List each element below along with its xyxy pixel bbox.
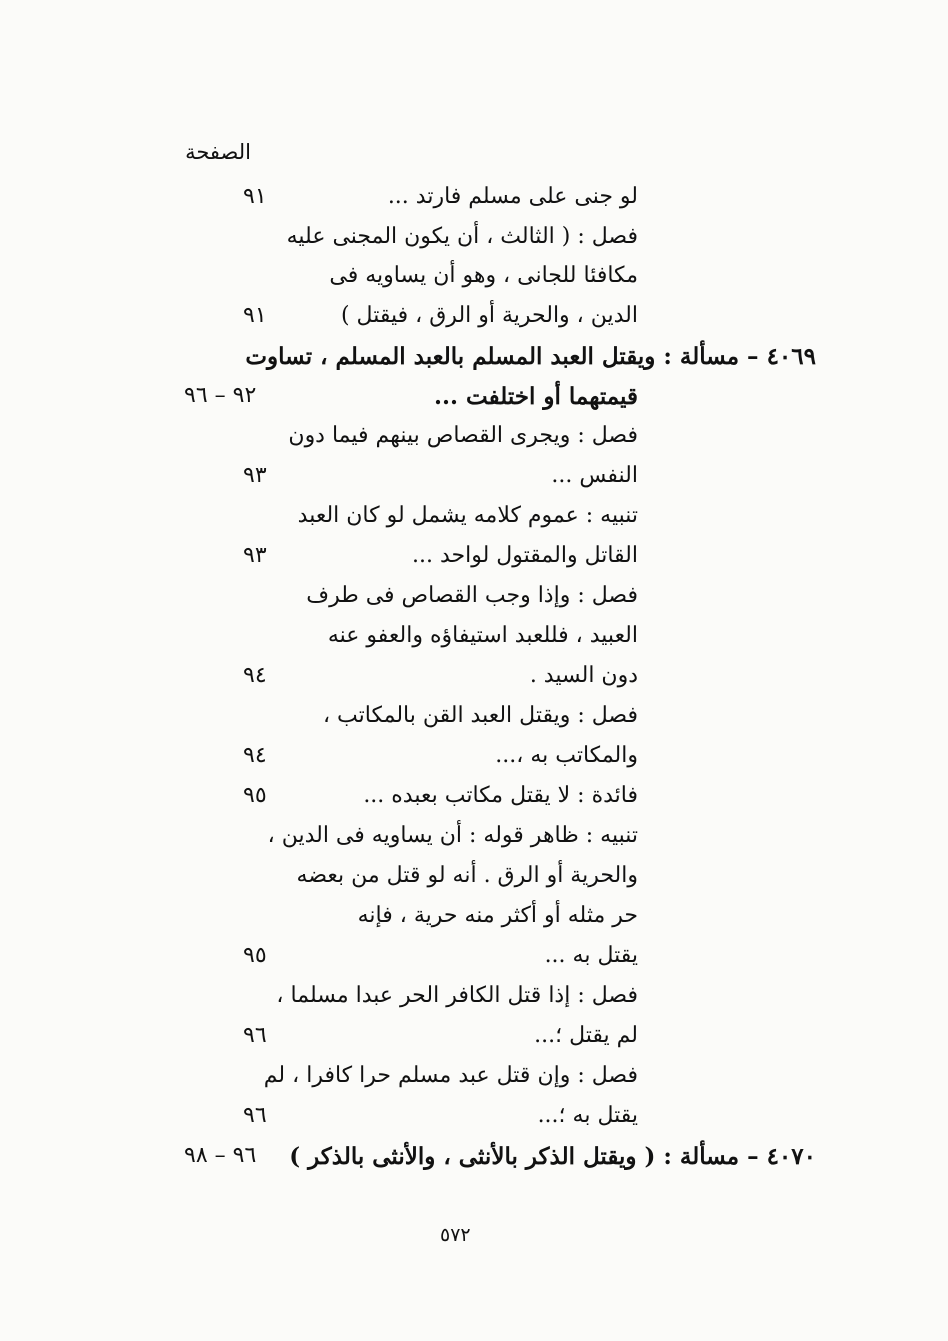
index-entry: [0, 659, 948, 699]
entry-text: العبيد ، فللعبد استيفاؤه والعفو عنه: [327, 623, 638, 648]
entry-text: والحرية أو الرق . أنه لو قتل من بعضه: [296, 863, 638, 888]
entry-text: حر مثله أو أكثر منه حرية ، فإنه: [357, 903, 638, 928]
entry-text: فصل : ويجرى القصاص بينهم فيما دون: [288, 423, 638, 448]
entry-page: ٩٣: [243, 543, 267, 568]
index-entry: [0, 539, 948, 579]
index-entry: [0, 899, 948, 939]
entry-page: ٩١: [243, 303, 267, 328]
index-entry: [0, 859, 948, 899]
entry-page: ٩٣: [243, 463, 267, 488]
entry-page: ٩٥: [243, 943, 267, 968]
entry-page: ٩٤: [243, 743, 267, 768]
index-entry: [0, 979, 948, 1019]
entry-page-range: ٩٦ – ٩٨: [184, 1143, 257, 1168]
entry-page: ٩١: [243, 184, 267, 209]
masala-entry: [0, 1139, 948, 1179]
entry-text: مكافئا للجانى ، وهو أن يساويه فى: [329, 263, 638, 288]
index-entry: [0, 779, 948, 819]
entry-text: والمكاتب به ،...: [495, 743, 638, 768]
index-entry: [0, 1019, 948, 1059]
index-entry: [0, 699, 948, 739]
index-entry: [0, 259, 948, 299]
masala-entry: [0, 379, 948, 419]
entry-text: فائدة : لا يقتل مكاتب بعبده ...: [363, 783, 638, 808]
index-entry: [0, 299, 948, 339]
entry-page: ٩٤: [243, 663, 267, 688]
index-entry: [0, 579, 948, 619]
entry-text: دون السيد .: [529, 663, 638, 688]
entry-text: لو جنى على مسلم فارتد ...: [387, 184, 638, 209]
index-entry: [0, 1099, 948, 1139]
index-entry: [0, 619, 948, 659]
entry-page: ٩٥: [243, 783, 267, 808]
page-number: ٥٧٢: [440, 1224, 471, 1246]
masala-heading: ٤٠٦٩ – مسألة : ويقتل العبد المسلم بالعبد المسلم ، تساوت: [245, 343, 816, 370]
entry-text: يقتل به ؛...: [537, 1103, 638, 1128]
masala-entry: [0, 339, 948, 379]
entry-text: الدين ، والحرية أو الرق ، فيقتل ): [340, 303, 638, 328]
entry-text: فصل : ويقتل العبد القن بالمكاتب ،: [322, 703, 638, 728]
index-entry: [0, 739, 948, 779]
index-entry: [0, 499, 948, 539]
entry-text: النفس ...: [551, 463, 638, 488]
masala-heading-continued: قيمتهما أو اختلفت ...: [433, 383, 638, 410]
entry-text: القاتل والمقتول لواحد ...: [412, 543, 638, 568]
index-entry: [0, 459, 948, 499]
entry-page-range: ٩٢ – ٩٦: [184, 383, 257, 408]
entry-text: تنبيه : ظاهر قوله : أن يساويه فى الدين ،: [267, 823, 638, 848]
index-entry: [0, 180, 948, 220]
entry-page: ٩٦: [243, 1103, 267, 1128]
entry-text: يقتل به ...: [544, 943, 638, 968]
entry-page: ٩٦: [243, 1023, 267, 1048]
index-entry: [0, 220, 948, 260]
entry-text: فصل : وإذا وجب القصاص فى طرف: [306, 583, 638, 608]
entry-text: فصل : وإن قتل عبد مسلم حرا كافرا ، لم: [263, 1063, 638, 1088]
page-column-header: الصفحة: [185, 140, 251, 164]
index-entry: [0, 1059, 948, 1099]
entry-text: فصل : إذا قتل الكافر الحر عبدا مسلما ،: [276, 983, 638, 1008]
index-entry: [0, 819, 948, 859]
index-entry: [0, 419, 948, 459]
entry-text: تنبيه : عموم كلامه يشمل لو كان العبد: [297, 503, 638, 528]
index-entry: [0, 939, 948, 979]
entry-text: لم يقتل ؛...: [534, 1023, 638, 1048]
entry-text: فصل : ( الثالث ، أن يكون المجنى عليه: [286, 224, 638, 249]
masala-heading: ٤٠٧٠ – مسألة : ( ويقتل الذكر بالأنثى ، والأنثى بالذكر ): [289, 1143, 816, 1170]
